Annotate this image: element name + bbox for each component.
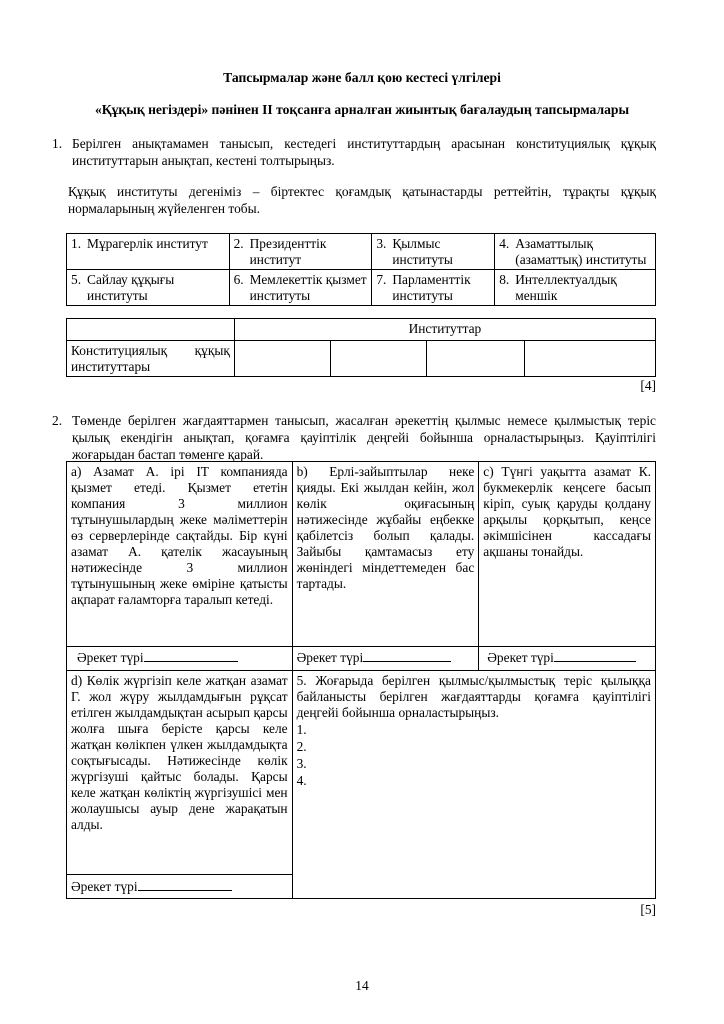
action-type-d[interactable]: Әрекет түрі (71, 878, 232, 895)
institute-cell: 8. Интеллектуалдық меншік (495, 270, 656, 306)
situation-d: d) Көлік жүргізіп келе жатқан азамат Г. жол жүру жылдамдығын рұқсат етілген жылдамдықтан асырып қарсы жолға шыға берісте қарсы келе жатқан көлікпен үлкен жылдамдықта соқтығысады. Нәтижесінде көлік жүргізуші қайтыс болады. Қарсы келе жатқан көліктің жүргізушісі мен жолаушысы ауыр дене жарақатын алды. Әрекет түрі (67, 671, 293, 899)
answer-header-empty (67, 319, 235, 341)
page-title: Тапсырмалар және балл қою кестесі үлгілері (223, 70, 501, 85)
answer-cell[interactable] (427, 341, 525, 377)
answer-cell[interactable] (525, 341, 656, 377)
task1-definition: Құқық институты дегеніміз – біртектес қоғамдық қатынастарды реттейтін, тұрақты құқық нормаларының жүйеленген тобы. (68, 184, 656, 216)
institute-cell: 7. Парламенттік институты (372, 270, 495, 306)
answer-header: Институттар (234, 319, 655, 341)
order-item[interactable]: 1. (296, 722, 307, 737)
action-type-b[interactable]: Әрекет түрі (292, 647, 479, 671)
task2-number: 2. (52, 413, 63, 428)
task1-text: Берілген анықтамамен танысып, кестедегі институттардың арасынан конституциялық құқық институттарын анықтап, кестені толтырыңыз. (72, 136, 656, 168)
answer-table (66, 318, 656, 377)
page-subtitle: «Құқық негіздері» пәнінен II тоқсанға арналған жиынтық бағалаудың тапсырмалары (94, 102, 630, 117)
answer-row-label: Конституциялық құқық институттары (67, 341, 235, 377)
situation-c: c) Түнгі уақытта азамат К. букмекерлік кеңсеге басып кіріп, суық қаруды қолдану арқылы қорқытып, кеңсе әкімшісінен кассадағы ақшаны тонайды. (479, 462, 656, 647)
task2-text: Төменде берілген жағдаяттармен танысып, жасалған әрекеттің қылмыс немесе қылмыстық теріс қылық екендігін анықтап, қоғамға қауіптілік деңгейі бойынша орналастырыңыз. Қауіптілігі жоғарыдан бастап төменге қарай. (72, 413, 656, 462)
institute-cell: 6. Мемлекеттік қызмет институты (229, 270, 372, 306)
page-number: 14 (355, 978, 369, 993)
task1-number: 1. (52, 136, 63, 151)
order-item[interactable]: 3. (296, 756, 307, 771)
order-prompt: 5. Жоғарыда берілген қылмыс/қылмыстық теріс қылыққа байланысты берілген жағдаяттарды қоғамға қауіптілігі деңгейі бойынша орналастырыңыз. (296, 673, 651, 720)
answer-cell[interactable] (330, 341, 427, 377)
institute-cell: 1. Мұрагерлік институт (67, 234, 230, 270)
task1-score: [4] (640, 378, 656, 393)
situation-b: b) Ерлі-зайыптылар неке қияды. Екі жылдан кейін, жол көлік оқиғасының нәтижесінде жұбайы еңбекке қабілетсіз болып қалады. Зайыбы қамтамасыз ету жөніндегі міндеттемеден бас тартады. (292, 462, 479, 647)
order-item[interactable]: 4. (296, 773, 307, 788)
institute-cell: 3. Қылмыс институты (372, 234, 495, 270)
situation-a: a) Азамат А. ірі IT компанияда қызмет етеді. Қызмет ететін компания 3 миллион тұтынушылардың жеке мәліметтерін өз серверлерінде сақтайды. Бір күні азамат А. қателік жасауының нәтижесінде 3 миллион тұтынушының жеке өміріне қатысты ақпарат ғаламторға таралып кетеді. (67, 462, 293, 647)
answer-cell[interactable] (234, 341, 330, 377)
task2-score: [5] (640, 902, 656, 917)
order-item[interactable]: 2. (296, 739, 307, 754)
order-cell[interactable] (292, 671, 655, 899)
institute-cell: 5. Сайлау құқығы институты (67, 270, 230, 306)
institutes-table (66, 233, 656, 306)
situations-table (66, 461, 656, 899)
institute-cell: 2. Президенттік институт (229, 234, 372, 270)
action-type-c[interactable]: Әрекет түрі (479, 647, 656, 671)
institute-cell: 4. Азаматтылық (азаматтық) институты (495, 234, 656, 270)
action-type-a[interactable]: Әрекет түрі (67, 647, 293, 671)
action-divider (67, 874, 292, 875)
